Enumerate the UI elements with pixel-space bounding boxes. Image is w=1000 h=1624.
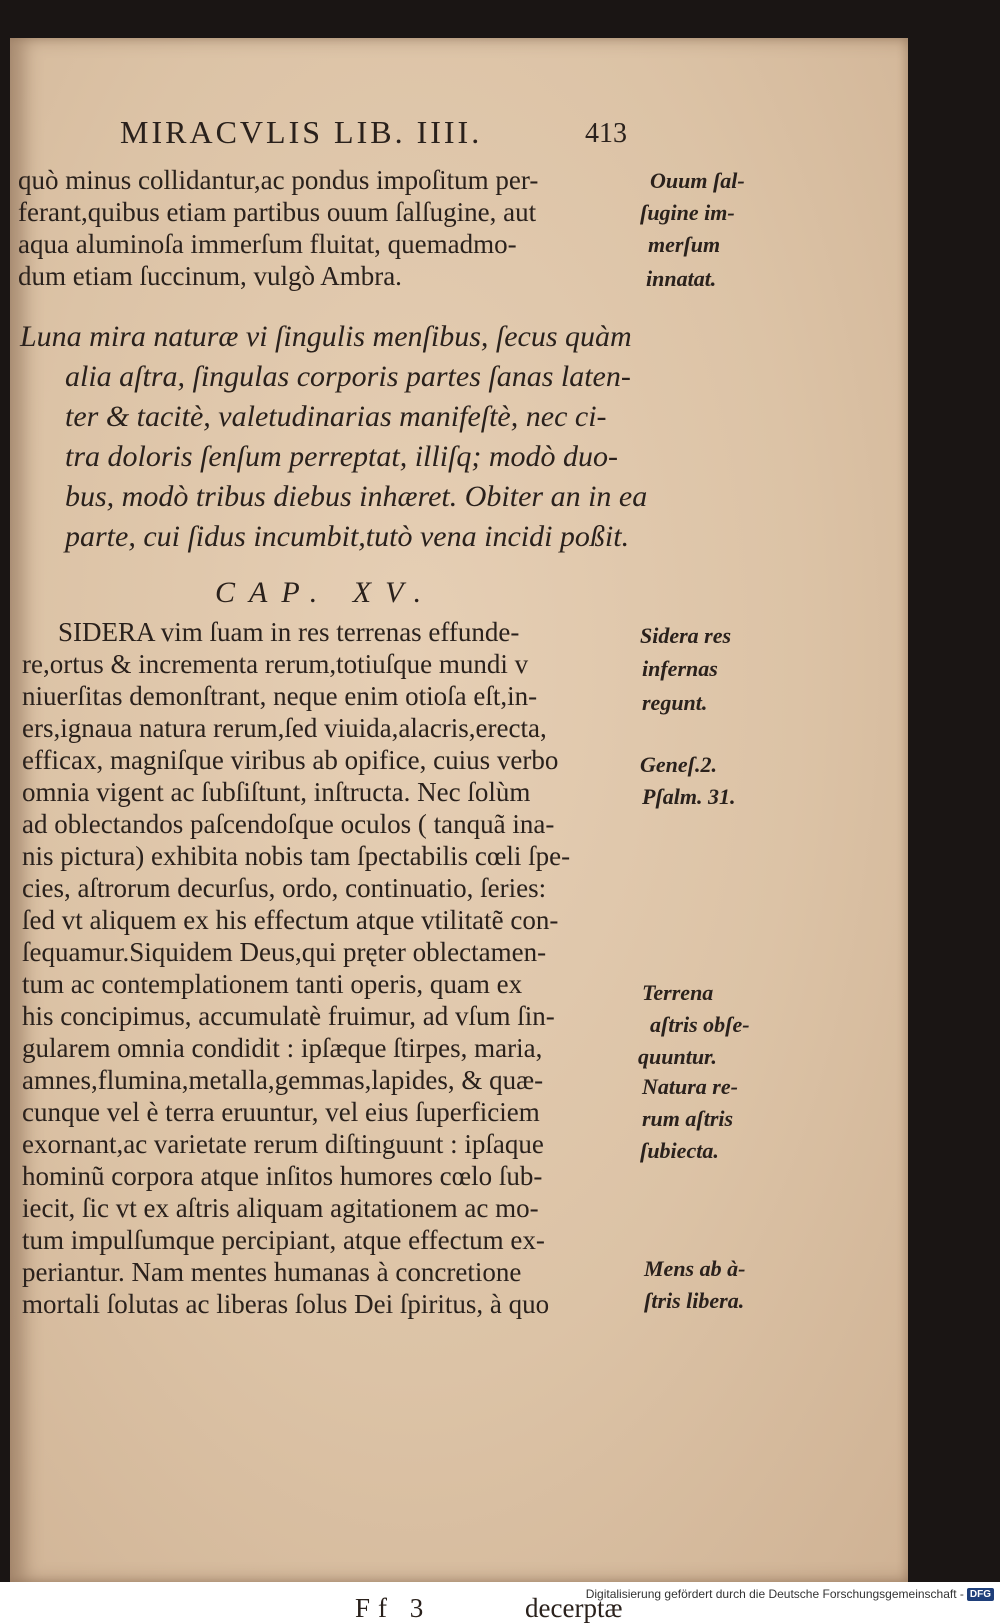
text-line: tum ac contemplationem tanti operis, quam ex <box>22 969 523 999</box>
margin-note: infernas <box>642 656 718 681</box>
margin-note: Pſalm. 31. <box>642 784 736 809</box>
text-line: niuerſitas demonſtrant, neque enim otioſa eſt,in- <box>22 681 538 711</box>
digitization-credit <box>586 1587 994 1601</box>
text-line: omnia vigent ac ſubſiſtunt, inſtructa. Nec ſolùm <box>22 777 531 807</box>
margin-note: merſum <box>648 232 721 257</box>
chapter-summary-line: tra doloris ſenſum perreptat, illiſq; modò duo- <box>65 440 619 473</box>
text-line: periantur. Nam mentes humanas à concretione <box>22 1257 522 1287</box>
margin-note: Ouum ſal- <box>650 168 745 193</box>
chapter-summary-line: ter & tacitè, valetudinarias manifeſtè, nec ci- <box>65 400 607 433</box>
margin-note: Geneſ.2. <box>640 752 717 777</box>
credit-text: Digitalisierung gefördert durch die Deutsche Forschungsgemeinschaft - <box>585 1587 964 1601</box>
text-line: tum impulſumque percipiant, atque effectum ex- <box>22 1225 545 1255</box>
margin-note: innatat. <box>646 266 717 291</box>
text-line: cunque vel è terra eruuntur, vel eius ſuperficiem <box>22 1097 540 1127</box>
signature-mark: Ff 3 <box>355 1593 432 1623</box>
chapter-summary-line: parte, cui ſidus incumbit,tutò vena incidi poßit. <box>65 520 630 553</box>
text-line: quò minus collidantur,ac pondus impoſitum per- <box>18 165 539 195</box>
running-head: MIRACVLIS LIB. IIII. <box>120 114 483 150</box>
text-line: mortali ſolutas ac liberas ſolus Dei ſpiritus, à quo <box>22 1289 550 1319</box>
text-line: ſed vt aliquem ex his effectum atque vtilitatẽ con- <box>22 905 559 935</box>
margin-note: ſugine im- <box>640 200 735 225</box>
text-line: aqua aluminoſa immerſum fluitat, quemadmo- <box>18 229 517 259</box>
margin-note: rum aſtris <box>642 1106 734 1131</box>
margin-note: quuntur. <box>638 1044 717 1069</box>
margin-note: ſubiecta. <box>640 1138 719 1163</box>
margin-note: Terrena <box>642 980 714 1005</box>
text-line: SIDERA vim ſuam in res terrenas effunde- <box>58 617 520 647</box>
text-line: ers,ignaua natura rerum,ſed viuida,alacris,erecta, <box>22 713 547 743</box>
chapter-summary-line: alia aſtra, ſingulas corporis partes ſanas laten- <box>65 360 631 393</box>
text-line: iecit, ſic vt ex aſtris aliquam agitationem ac mo- <box>22 1193 539 1223</box>
text-line: ferant,quibus etiam partibus ouum ſalſugine, aut <box>18 197 537 227</box>
text-line: dum etiam ſuccinum, vulgò Ambra. <box>18 261 402 291</box>
text-line: cies, aſtrorum decurſus, ordo, continuatio, ſeries: <box>22 873 547 903</box>
margin-note: aſtris obſe- <box>650 1012 750 1037</box>
margin-note: Sidera res <box>640 623 732 648</box>
chapter-heading: CAP. XV. <box>215 576 436 609</box>
text-line: amnes,flumina,metalla,gemmas,lapides, & quæ- <box>22 1065 544 1095</box>
text-line: re,ortus & incrementa rerum,totiuſque mundi v <box>22 649 529 679</box>
text-line: his concipimus, accumulatè fruimur, ad vſum ſin- <box>22 1001 555 1031</box>
dfg-logo-icon: DFG <box>967 1588 994 1601</box>
text-line: ad oblectandos paſcendoſque oculos ( tanquã ina- <box>22 809 555 839</box>
margin-note: ſtris libera. <box>644 1288 745 1313</box>
margin-note: Mens ab à- <box>644 1256 746 1281</box>
margin-note: regunt. <box>642 690 708 715</box>
chapter-summary-line: Luna mira naturæ vi ſingulis menſibus, ſecus quàm <box>20 320 632 353</box>
catchword: decerptæ <box>525 1593 623 1623</box>
text-line: nis pictura) exhibita nobis tam ſpectabilis cœli ſpe- <box>22 841 571 871</box>
text-line: ſequamur.Siquidem Deus,qui pręter oblectamen- <box>22 937 547 967</box>
text-line: hominũ corpora atque inſitos humores cœlo ſub- <box>22 1161 543 1191</box>
text-line: exornant,ac varietate rerum diſtinguunt : ipſaque <box>22 1129 544 1159</box>
chapter-summary-line: bus, modò tribus diebus inhæret. Obiter an in ea <box>65 480 648 513</box>
margin-note: Natura re- <box>642 1074 738 1099</box>
text-line: gularem omnia condidit : ipſæque ſtirpes, maria, <box>22 1033 543 1063</box>
page-number: 413 <box>585 118 627 149</box>
text-line: efficax, magniſque viribus ab opifice, cuius verbo <box>22 745 559 775</box>
